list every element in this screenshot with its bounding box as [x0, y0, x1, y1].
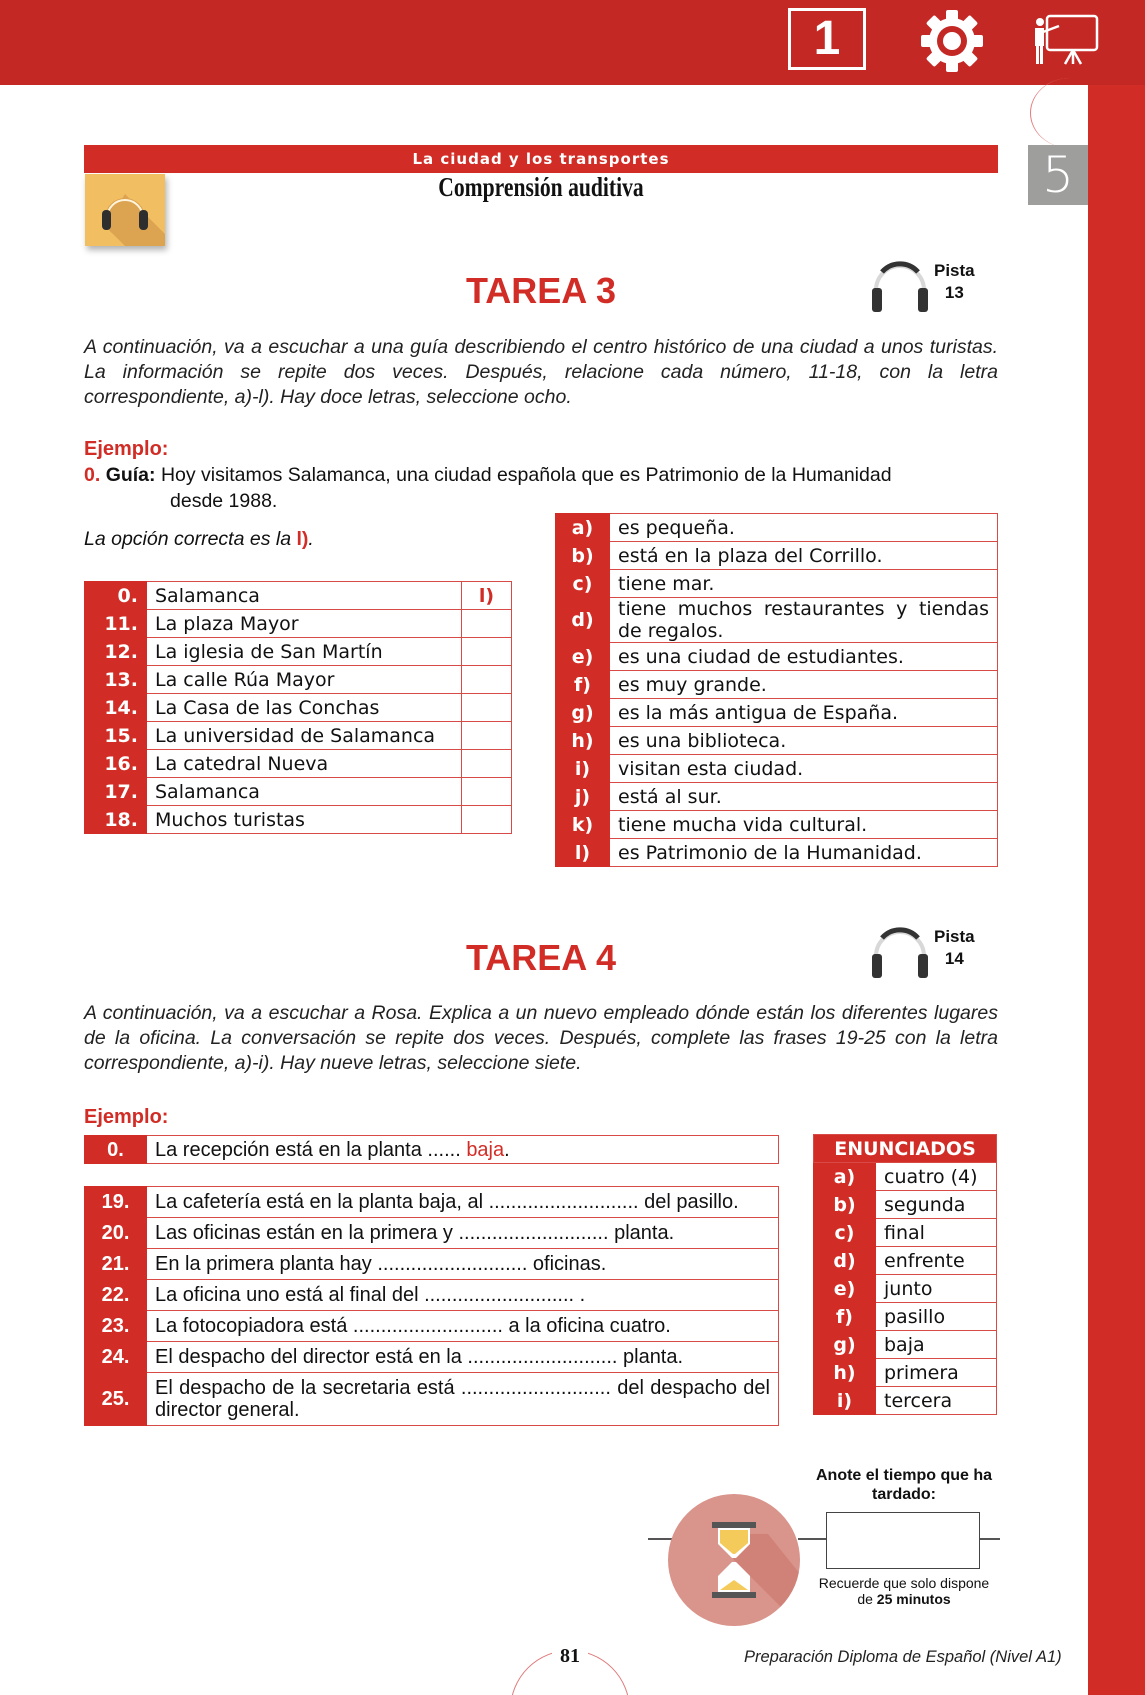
- decorative-arc: [1030, 78, 1110, 148]
- table-row: [556, 727, 998, 755]
- tarea3-instructions: A continuación, va a escuchar a una guía describiendo el centro histórico de una ciudad a unos turistas. La información se repite dos veces. Después, relacione cada número, 11-18, con la letra correspondiente, a)-l). Hay doce letras, seleccione ocho.: [84, 336, 998, 408]
- table-row: [556, 783, 998, 811]
- track-number: 13: [944, 283, 964, 302]
- item-number: 18.: [85, 806, 147, 834]
- table-row: [85, 1218, 779, 1249]
- answer-cell[interactable]: [462, 610, 512, 638]
- table-row: [814, 1219, 997, 1247]
- section-subtitle: Comprensión auditiva: [438, 172, 644, 202]
- table-row: [556, 643, 998, 671]
- item-sentence: En la primera planta hay ........................... oficinas.: [147, 1249, 779, 1280]
- enunciado-letter: a): [814, 1163, 876, 1191]
- example-suffix: .: [504, 1138, 510, 1161]
- enunciado-letter: i): [814, 1387, 876, 1415]
- enunciado-text: pasillo: [876, 1303, 997, 1331]
- item-sentence: La oficina uno está al final del ........................... .: [147, 1280, 779, 1311]
- enunciado-text: baja: [876, 1331, 997, 1359]
- tarea3-track[interactable]: [868, 254, 988, 314]
- enunciados-table: [813, 1134, 997, 1415]
- table-row: [556, 542, 998, 570]
- example-sentence: La recepción está en la planta ......: [155, 1138, 467, 1161]
- answer-cell[interactable]: [462, 750, 512, 778]
- enunciado-text: junto: [876, 1275, 997, 1303]
- table-row: [85, 778, 512, 806]
- presentation-icon[interactable]: [1033, 14, 1101, 70]
- table-row: [85, 806, 512, 834]
- time-input[interactable]: [826, 1512, 980, 1569]
- option-letter: k): [556, 811, 610, 839]
- option-text: tiene mucha vida cultural.: [610, 811, 998, 839]
- tarea4-example-label: Ejemplo:: [84, 1106, 169, 1128]
- option-letter: g): [556, 699, 610, 727]
- item-text: La Casa de las Conchas: [147, 694, 462, 722]
- table-header: [814, 1135, 997, 1163]
- option-letter: i): [556, 755, 610, 783]
- track-label: [934, 926, 975, 970]
- book-title: Preparación Diploma de Español (Nivel A1): [744, 1648, 1062, 1666]
- item-number: 24.: [85, 1342, 147, 1373]
- answer-cell[interactable]: [462, 778, 512, 806]
- track-word: Pista: [934, 927, 975, 946]
- option-text: es la más antigua de España.: [610, 699, 998, 727]
- table-row: [556, 811, 998, 839]
- row-number: 0.: [85, 1136, 147, 1164]
- item-sentence: La cafetería está en la planta baja, al ........................... del pasillo.: [147, 1187, 779, 1218]
- timer-line-left: [648, 1538, 672, 1540]
- option-text: es una ciudad de estudiantes.: [610, 643, 998, 671]
- answer-cell[interactable]: [462, 694, 512, 722]
- correct-suffix: .: [308, 528, 314, 550]
- option-letter: l): [556, 839, 610, 867]
- item-number: 20.: [85, 1218, 147, 1249]
- table-row: [556, 755, 998, 783]
- table-row: [85, 694, 512, 722]
- enunciado-text: primera: [876, 1359, 997, 1387]
- option-letter: a): [556, 514, 610, 542]
- item-number: 14.: [85, 694, 147, 722]
- answer-cell[interactable]: [462, 638, 512, 666]
- item-number: 0.: [85, 582, 147, 610]
- gear-icon[interactable]: [919, 8, 985, 74]
- item-sentence: El despacho de la secretaria está ........................... del despacho del director general.: [147, 1373, 779, 1426]
- tarea3-items-table: [84, 581, 512, 834]
- table-row: [85, 1342, 779, 1373]
- example-answer: baja: [466, 1138, 505, 1161]
- enunciado-letter: h): [814, 1359, 876, 1387]
- item-text: Muchos turistas: [147, 806, 462, 834]
- option-text: está al sur.: [610, 783, 998, 811]
- answer-cell[interactable]: [462, 666, 512, 694]
- option-text: tiene mar.: [610, 570, 998, 598]
- table-row: [814, 1275, 997, 1303]
- timer-line-mid: [798, 1538, 828, 1540]
- item-number: 23.: [85, 1311, 147, 1342]
- tarea3-example: [84, 462, 892, 514]
- tarea3-correct-answer: [84, 528, 314, 551]
- item-number: 12.: [85, 638, 147, 666]
- option-text: está en la plaza del Corrillo.: [610, 542, 998, 570]
- enunciado-letter: e): [814, 1275, 876, 1303]
- option-letter: h): [556, 727, 610, 755]
- option-text: tiene muchos restaurantes y tiendas de regalos.: [610, 598, 998, 643]
- page-number: 81: [560, 1645, 580, 1667]
- headphones-icon: [868, 254, 932, 314]
- enunciado-text: tercera: [876, 1387, 997, 1415]
- item-number: 17.: [85, 778, 147, 806]
- table-row: [556, 839, 998, 867]
- table-row: [85, 1136, 779, 1164]
- enunciados-title: ENUNCIADOS: [814, 1135, 997, 1163]
- table-row: [814, 1163, 997, 1191]
- enunciado-letter: g): [814, 1331, 876, 1359]
- option-text: es pequeña.: [610, 514, 998, 542]
- option-letter: e): [556, 643, 610, 671]
- table-row: [85, 1373, 779, 1426]
- item-text: Salamanca: [147, 778, 462, 806]
- correct-prefix: La opción correcta es la: [84, 528, 297, 550]
- table-row: [556, 570, 998, 598]
- option-text: es muy grande.: [610, 671, 998, 699]
- option-text: es una biblioteca.: [610, 727, 998, 755]
- table-row: [85, 1187, 779, 1218]
- table-row: [556, 699, 998, 727]
- reminder-duration: 25 minutos: [876, 1591, 951, 1607]
- tarea3-title: TAREA 3: [465, 270, 616, 311]
- answer-cell[interactable]: [462, 806, 512, 834]
- item-text: La plaza Mayor: [147, 610, 462, 638]
- tarea4-track[interactable]: [868, 920, 988, 980]
- option-letter: b): [556, 542, 610, 570]
- table-row: [814, 1331, 997, 1359]
- tarea3-options-table: [555, 513, 998, 867]
- answer-cell[interactable]: l): [462, 582, 512, 610]
- table-row: [814, 1303, 997, 1331]
- item-number: 22.: [85, 1280, 147, 1311]
- item-text: La iglesia de San Martín: [147, 638, 462, 666]
- table-row: [85, 666, 512, 694]
- tarea4-example-table: [84, 1135, 779, 1164]
- table-row: [814, 1247, 997, 1275]
- table-row: [814, 1191, 997, 1219]
- timer-line-right: [978, 1538, 1000, 1540]
- option-letter: j): [556, 783, 610, 811]
- option-letter: c): [556, 570, 610, 598]
- enunciado-text: enfrente: [876, 1247, 997, 1275]
- enunciado-text: final: [876, 1219, 997, 1247]
- item-number: 21.: [85, 1249, 147, 1280]
- item-text: La universidad de Salamanca: [147, 722, 462, 750]
- table-row: [85, 722, 512, 750]
- enunciado-text: cuatro (4): [876, 1163, 997, 1191]
- item-sentence: Las oficinas están en la primera y ........................... planta.: [147, 1218, 779, 1249]
- item-text: Salamanca: [147, 582, 462, 610]
- enunciado-letter: d): [814, 1247, 876, 1275]
- enunciado-text: segunda: [876, 1191, 997, 1219]
- item-number: 13.: [85, 666, 147, 694]
- correct-letter: l): [296, 528, 309, 550]
- side-band: [1088, 85, 1145, 1695]
- track-label: [934, 260, 975, 304]
- enunciado-letter: c): [814, 1219, 876, 1247]
- option-letter: d): [556, 598, 610, 643]
- headphones-badge-icon: [85, 174, 165, 246]
- item-sentence: El despacho del director está en la ........................... planta.: [147, 1342, 779, 1373]
- table-row: [85, 582, 512, 610]
- tarea3-example-label: Ejemplo:: [84, 438, 169, 460]
- item-sentence: La fotocopiadora está ........................... a la oficina cuatro.: [147, 1311, 779, 1342]
- tarea4-items-table: [84, 1186, 779, 1426]
- track-number: 14: [944, 949, 964, 968]
- timer-reminder: [812, 1575, 996, 1607]
- example-text-cont: desde 1988.: [170, 490, 278, 512]
- table-row: [85, 638, 512, 666]
- table-row: [556, 514, 998, 542]
- example-text: Hoy visitamos Salamanca, una ciudad española que es Patrimonio de la Humanidad: [160, 464, 892, 486]
- hourglass-icon: [668, 1494, 800, 1626]
- table-row: [556, 598, 998, 643]
- reminder-text: Recuerde que solo dispone de: [818, 1575, 990, 1607]
- item-number: 19.: [85, 1187, 147, 1218]
- enunciado-letter: f): [814, 1303, 876, 1331]
- row-text: [147, 1136, 779, 1164]
- table-row: [85, 1311, 779, 1342]
- table-row: [85, 610, 512, 638]
- table-row: [814, 1387, 997, 1415]
- section-title: La ciudad y los transportes: [84, 145, 998, 173]
- option-text: es Patrimonio de la Humanidad.: [610, 839, 998, 867]
- example-number: 0.: [84, 464, 101, 486]
- headphones-icon: [868, 920, 932, 980]
- option-letter: f): [556, 671, 610, 699]
- enunciado-letter: b): [814, 1191, 876, 1219]
- item-number: 11.: [85, 610, 147, 638]
- answer-cell[interactable]: [462, 722, 512, 750]
- item-number: 25.: [85, 1373, 147, 1426]
- item-number: 16.: [85, 750, 147, 778]
- item-number: 15.: [85, 722, 147, 750]
- table-row: [85, 750, 512, 778]
- timer-prompt: Anote el tiempo que ha tardado:: [815, 1467, 992, 1503]
- table-row: [85, 1280, 779, 1311]
- table-row: [85, 1249, 779, 1280]
- chapter-tab[interactable]: 5: [1028, 145, 1088, 205]
- table-row: [556, 671, 998, 699]
- tarea4-title: TAREA 4: [465, 937, 616, 978]
- item-text: La catedral Nueva: [147, 750, 462, 778]
- example-speaker: Guía:: [105, 464, 156, 486]
- tarea4-instructions: A continuación, va a escuchar a Rosa. Explica a un nuevo empleado dónde están los diferentes lugares de la oficina. La conversación se repite dos veces. Después, complete las frases 19-25 con la letra correspondiente, a)-i). Hay nueve letras, seleccione siete.: [84, 1002, 998, 1074]
- option-text: visitan esta ciudad.: [610, 755, 998, 783]
- unit-number-button[interactable]: 1: [788, 8, 866, 70]
- table-row: [814, 1359, 997, 1387]
- item-text: La calle Rúa Mayor: [147, 666, 462, 694]
- track-word: Pista: [934, 261, 975, 280]
